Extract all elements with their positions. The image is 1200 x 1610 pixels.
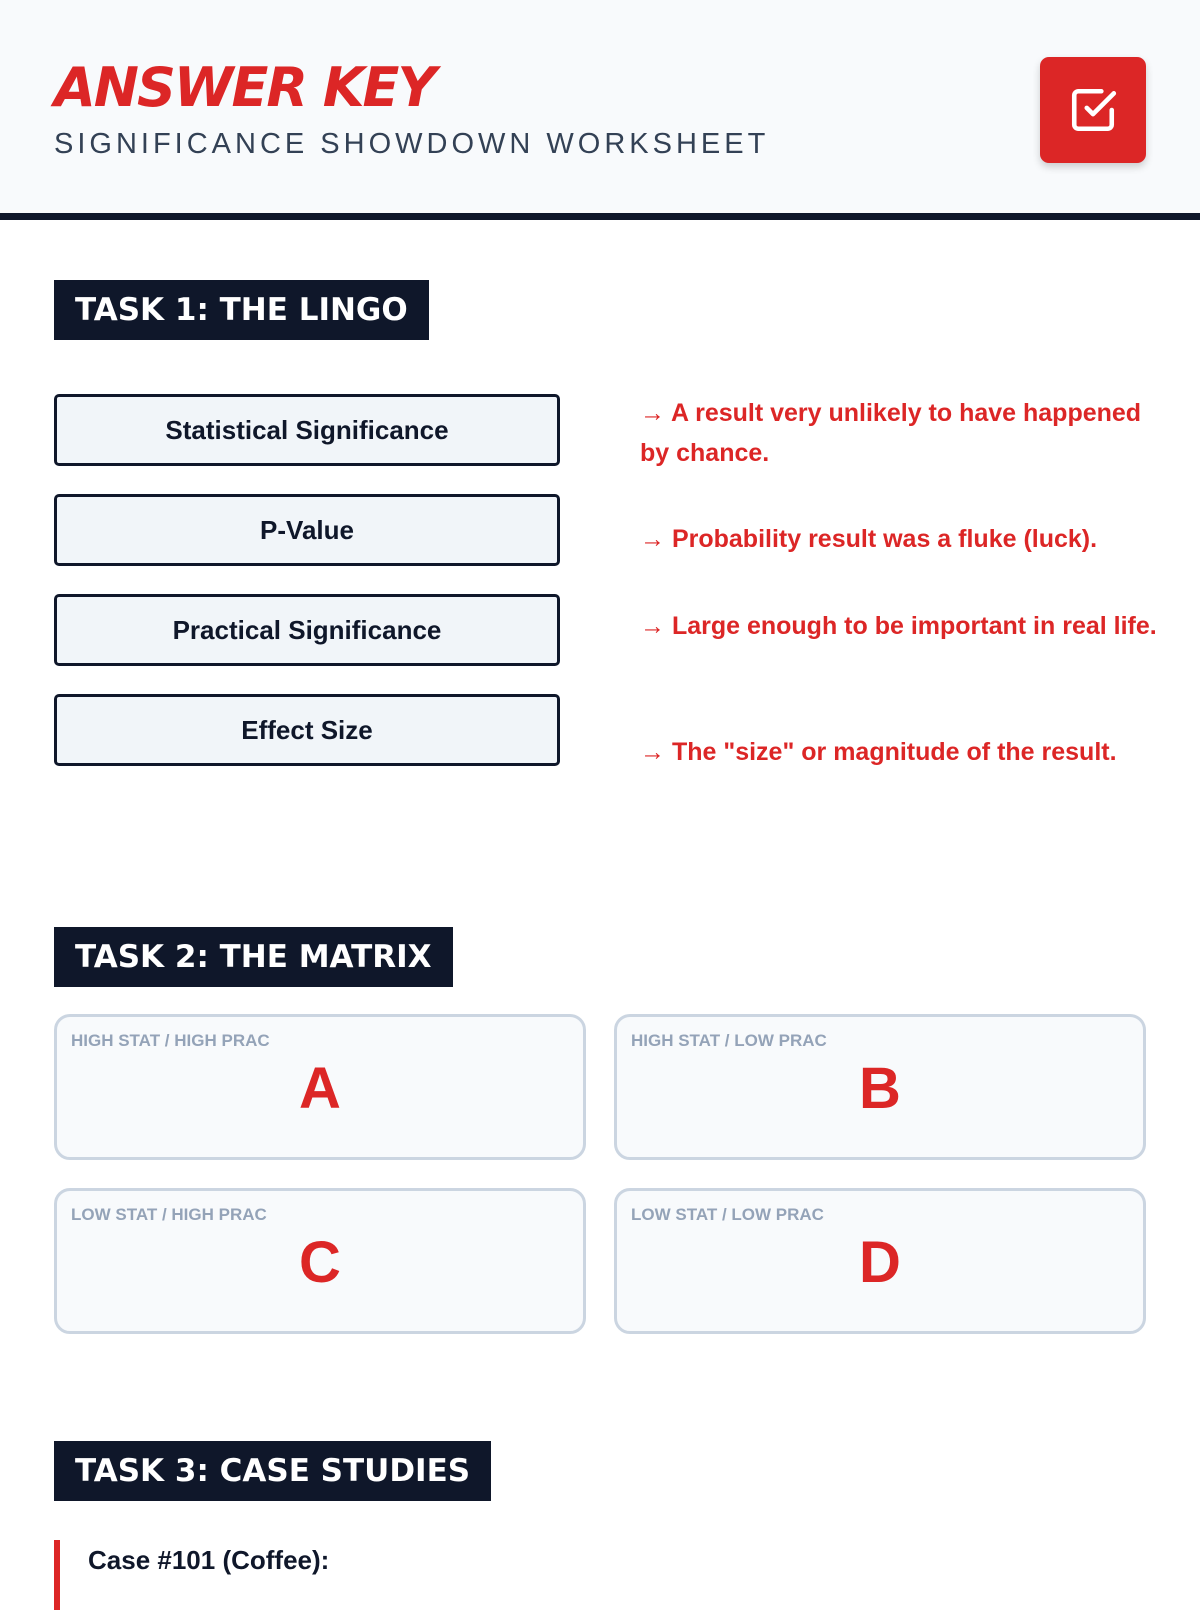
- matrix-cell-answer: A: [299, 1056, 341, 1121]
- term-definition: → Large enough to be important in real life.: [640, 612, 1157, 640]
- term-box: Statistical Significance: [54, 394, 560, 466]
- page-title: ANSWER KEY: [54, 56, 435, 119]
- matrix-cell-label: LOW STAT / LOW PRAC: [631, 1205, 824, 1224]
- term-definition: → A result very unlikely to have happened by chance.: [640, 399, 1142, 467]
- page-subtitle: SIGNIFICANCE SHOWDOWN WORKSHEET: [54, 128, 770, 160]
- check-badge: [1040, 57, 1146, 163]
- task1-title: TASK 1: THE LINGO: [54, 280, 429, 340]
- matrix-cell: [614, 1014, 1146, 1160]
- case-study-label: Case #101 (Coffee):: [88, 1545, 330, 1575]
- matrix-cell-label: LOW STAT / HIGH PRAC: [71, 1205, 267, 1224]
- matrix-cell: [54, 1014, 586, 1160]
- task2-title: TASK 2: THE MATRIX: [54, 927, 453, 987]
- term-box: Effect Size: [54, 694, 560, 766]
- check-square-icon: [1068, 85, 1118, 135]
- matrix-cell-label: HIGH STAT / HIGH PRAC: [71, 1031, 270, 1050]
- matrix-cell: [54, 1188, 586, 1334]
- matrix-cell-answer: B: [859, 1056, 901, 1121]
- term-box: Practical Significance: [54, 594, 560, 666]
- task3-title: TASK 3: CASE STUDIES: [54, 1441, 491, 1501]
- page-header: [0, 0, 1200, 220]
- matrix-cell-label: HIGH STAT / LOW PRAC: [631, 1031, 827, 1050]
- term-definition: → The "size" or magnitude of the result.: [640, 738, 1117, 766]
- term-box: P-Value: [54, 494, 560, 566]
- matrix-cell-answer: C: [299, 1230, 341, 1295]
- matrix-cell: [614, 1188, 1146, 1334]
- term-definition: → Probability result was a fluke (luck).: [640, 525, 1098, 553]
- matrix-cell-answer: D: [859, 1230, 901, 1295]
